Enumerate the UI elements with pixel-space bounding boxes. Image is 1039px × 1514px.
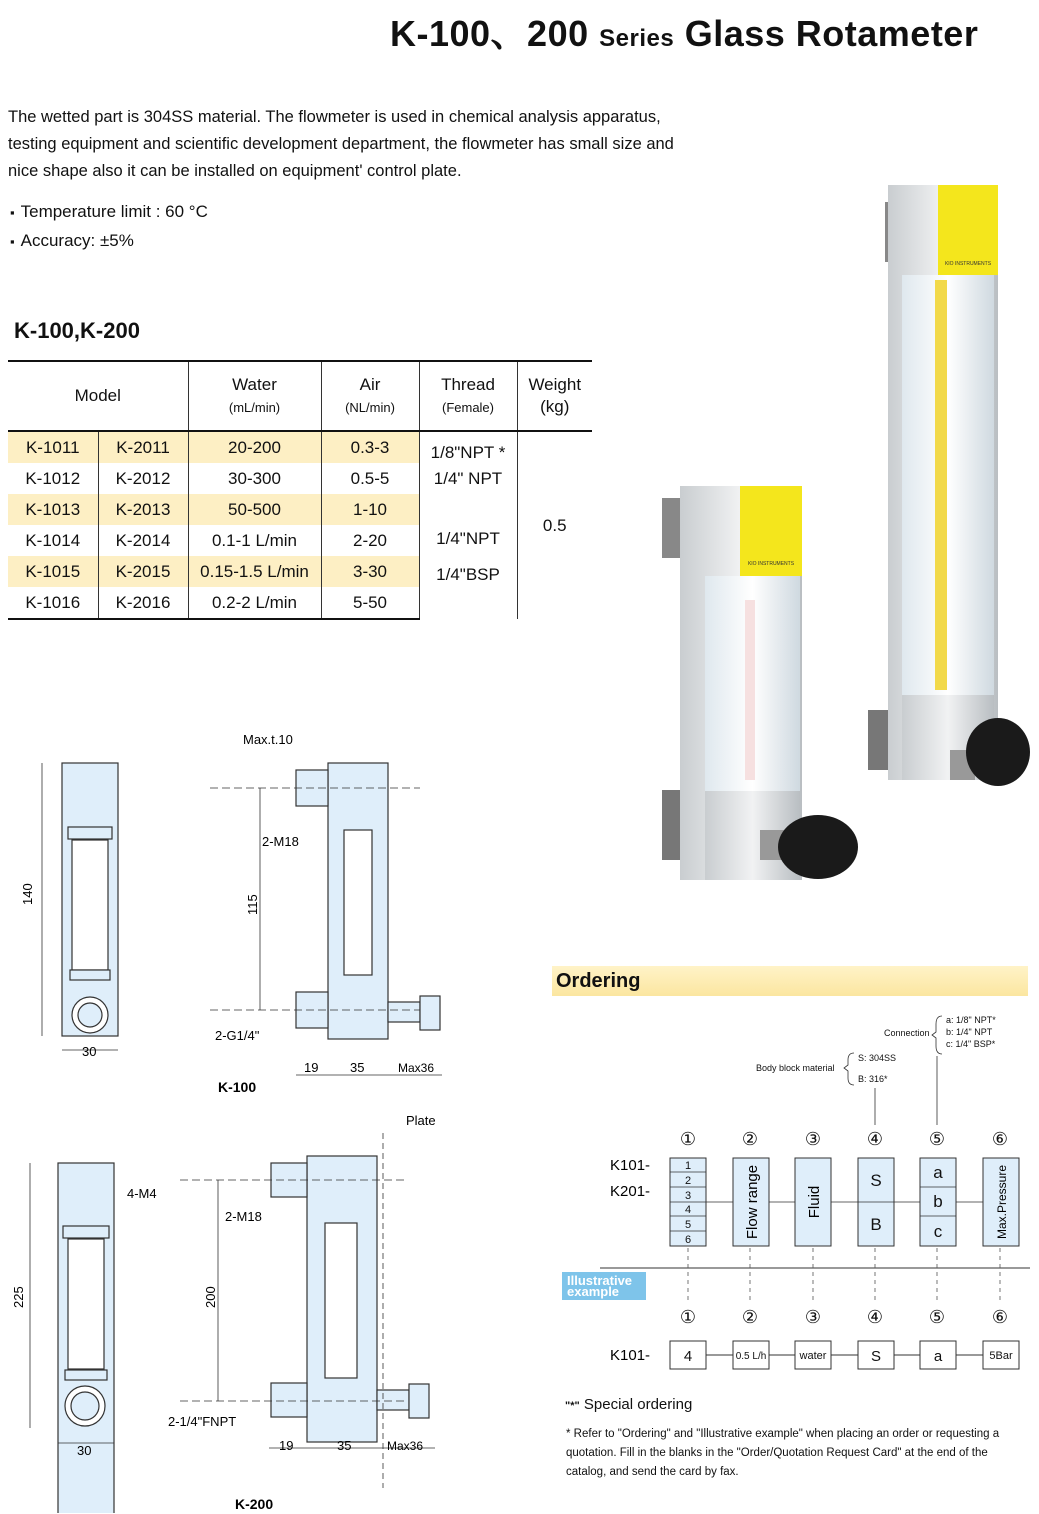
special-text: Special ordering xyxy=(583,1396,693,1413)
header-air: Air (NL/min) xyxy=(321,361,419,431)
spec-bullets xyxy=(10,198,208,256)
example-value-5: a xyxy=(933,1348,943,1365)
cell-water: 50-500 xyxy=(188,494,321,525)
large-scale xyxy=(935,280,947,690)
small-fitting-bottom xyxy=(662,790,682,860)
k100-label-140: 140 xyxy=(20,883,35,905)
k100-label-maxt: Max.t.10 xyxy=(243,732,293,747)
example-position-2: ② xyxy=(741,1307,759,1327)
cell-air: 5-50 xyxy=(321,587,419,619)
cell-k100: K-1015 xyxy=(8,556,98,587)
cell-water: 0.15-1.5 L/min xyxy=(188,556,321,587)
cell-air: 0.3-3 xyxy=(321,431,419,463)
body-brace xyxy=(844,1053,854,1085)
flow-range-text: Flow range xyxy=(744,1164,761,1240)
cell-k100: K-1014 xyxy=(8,525,98,556)
k200-front-collar-bottom xyxy=(65,1370,107,1380)
small-valve-knob xyxy=(778,815,858,879)
example-value-6: 5Bar xyxy=(989,1350,1013,1362)
k100-caption: K-100 xyxy=(218,1079,257,1095)
small-rotameter xyxy=(662,486,858,880)
example-position-3: ③ xyxy=(804,1307,822,1327)
example-value-1: 4 xyxy=(683,1348,693,1365)
small-fitting-top xyxy=(662,498,682,558)
header-weight: Weight (kg) xyxy=(517,361,592,431)
cell-thread-a: 1/8"NPT * 1/4" NPT xyxy=(419,431,517,494)
material-b: B xyxy=(870,1215,882,1234)
header-water: Water (mL/min) xyxy=(188,361,321,431)
ordering-diagram xyxy=(600,1010,1030,1395)
cell-air: 0.5-5 xyxy=(321,463,419,494)
k100-front-collar xyxy=(68,827,112,839)
k100-label-35: 35 xyxy=(350,1060,365,1075)
example-value-2: 0.5 L/h xyxy=(735,1351,767,1362)
flow-code-3: 3 xyxy=(684,1190,692,1202)
header-model: Model xyxy=(8,361,188,431)
table-row xyxy=(8,431,592,463)
example-value-4: S xyxy=(870,1348,882,1365)
header-thread: Thread (Female) xyxy=(419,361,517,431)
k100-side-tube xyxy=(344,830,372,975)
flow-code-4: 4 xyxy=(684,1204,692,1216)
prefix-k201: K201- xyxy=(610,1183,651,1200)
title-end: Glass Rotameter xyxy=(684,13,979,54)
flow-code-2: 2 xyxy=(684,1175,692,1187)
k200-front-collar xyxy=(63,1226,109,1238)
cell-k100: K-1013 xyxy=(8,494,98,525)
k100-label-19: 19 xyxy=(304,1060,319,1075)
ordering-footnote: * Refer to "Ordering" and "Illustrative example" when placing an order or requesting a quotation. Fill in the blanks in the "Order/Quotation Request Card" at the end of the catalog, and send the card by fax. xyxy=(566,1428,1000,1478)
connection-b: b xyxy=(933,1192,943,1211)
cell-air: 3-30 xyxy=(321,556,419,587)
position-4: ④ xyxy=(866,1129,884,1149)
small-brand-text: KIO INSTRUMENTS xyxy=(747,561,795,567)
connection-opt-c: c: 1/4" BSP* xyxy=(946,1039,996,1049)
flow-code-5: 5 xyxy=(684,1219,692,1231)
k100-label-max36: Max36 xyxy=(398,1061,435,1075)
k200-front-tube xyxy=(68,1239,104,1369)
cell-k200: K-2013 xyxy=(98,494,188,525)
title-series: Series xyxy=(599,25,675,52)
connection-label: Connection xyxy=(884,1028,930,1038)
position-2: ② xyxy=(741,1129,759,1149)
k200-label-m18: 2-M18 xyxy=(225,1209,262,1224)
title-main: K-100、200 xyxy=(390,13,589,54)
cell-k200: K-2016 xyxy=(98,587,188,619)
special-mark: "*" xyxy=(565,1400,580,1412)
ordering-header xyxy=(552,966,1028,996)
spec-table xyxy=(8,360,592,620)
fluid-text: Fluid xyxy=(806,1185,823,1219)
ordering-title: Ordering xyxy=(556,970,641,992)
flow-code-6: 6 xyxy=(684,1234,692,1246)
page-title xyxy=(390,6,978,57)
cell-water: 0.1-1 L/min xyxy=(188,525,321,556)
flow-code-1: 1 xyxy=(684,1160,692,1172)
large-glass-tube xyxy=(902,275,994,695)
k100-side-valve-stem xyxy=(388,1002,420,1022)
connection-opt-a: a: 1/8" NPT* xyxy=(946,1015,996,1025)
k100-label-30: 30 xyxy=(82,1044,97,1059)
k200-side-fitting-bottom xyxy=(271,1383,307,1417)
prefix-k101: K101- xyxy=(610,1157,651,1174)
cell-k100: K-1016 xyxy=(8,587,98,619)
product-photo xyxy=(640,180,1039,890)
body-material-label: Body block material xyxy=(756,1063,835,1073)
cell-k200: K-2015 xyxy=(98,556,188,587)
cell-water: 20-200 xyxy=(188,431,321,463)
k200-side-tube xyxy=(325,1223,357,1378)
k200-label-30: 30 xyxy=(77,1443,92,1458)
connection-a: a xyxy=(933,1163,943,1182)
k200-label-200: 200 xyxy=(203,1286,218,1308)
k100-label-m18: 2-M18 xyxy=(262,834,299,849)
body-opt-b: B: 316* xyxy=(858,1074,888,1084)
position-5: ⑤ xyxy=(928,1129,946,1149)
cell-thread-b: 1/4"NPT 1/4"BSP xyxy=(419,494,517,619)
k200-label-max36: Max36 xyxy=(387,1439,424,1453)
position-3: ③ xyxy=(804,1129,822,1149)
k200-label-19: 19 xyxy=(279,1438,294,1453)
large-valve-knob xyxy=(966,718,1030,786)
large-rotameter xyxy=(868,185,1030,786)
k200-drawing xyxy=(5,1108,455,1513)
material-s: S xyxy=(870,1171,882,1190)
position-6: ⑥ xyxy=(991,1129,1009,1149)
k200-side-valve-stem xyxy=(377,1390,409,1410)
k100-label-115: 115 xyxy=(245,894,260,915)
k200-side-valve-knob xyxy=(409,1384,429,1418)
cell-k100: K-1011 xyxy=(8,431,98,463)
k200-label-m4: 4-M4 xyxy=(127,1186,157,1201)
table-row xyxy=(8,494,592,525)
connection-c: c xyxy=(933,1222,943,1241)
cell-k200: K-2014 xyxy=(98,525,188,556)
cell-air: 1-10 xyxy=(321,494,419,525)
bullet-accuracy: ▪ Accuracy: ±5% xyxy=(10,227,208,256)
illustrative-example-badge: Illustrative example xyxy=(562,1272,646,1300)
connection-brace xyxy=(932,1016,942,1054)
cell-air: 2-20 xyxy=(321,525,419,556)
k200-caption: K-200 xyxy=(235,1496,274,1512)
cell-k200: K-2012 xyxy=(98,463,188,494)
special-ordering-note xyxy=(565,1396,692,1413)
example-position-6: ⑥ xyxy=(991,1307,1009,1327)
k200-label-fnpt: 2-1/4"FNPT xyxy=(168,1414,237,1429)
intro-paragraph: The wetted part is 304SS material. The flowmeter is used in chemical analysis apparatus, testing equipment and scientific development department, the flowmeter has small size and nice shape also it can be installed on equipment' control plate. xyxy=(8,108,674,180)
k200-label-plate: Plate xyxy=(406,1113,436,1128)
body-opt-s: S: 304SS xyxy=(858,1053,897,1063)
cell-weight: 0.5 xyxy=(542,515,567,535)
max-pressure-text: Max.Pressure xyxy=(995,1164,1009,1240)
k100-front-port-inner xyxy=(78,1003,102,1027)
k200-label-225: 225 xyxy=(11,1286,26,1308)
position-1: ① xyxy=(679,1129,697,1149)
k100-side-valve-knob xyxy=(420,996,440,1030)
example-position-4: ④ xyxy=(866,1307,884,1327)
cell-water: 0.2-2 L/min xyxy=(188,587,321,619)
connection-opt-b: b: 1/4" NPT xyxy=(946,1027,993,1037)
example-value-3: water xyxy=(799,1350,827,1362)
small-scale xyxy=(745,600,755,780)
k200-front-port-inner xyxy=(71,1392,99,1420)
k100-front-collar-bottom xyxy=(70,970,110,980)
k100-front-tube xyxy=(72,840,108,970)
cell-k100: K-1012 xyxy=(8,463,98,494)
example-position-5: ⑤ xyxy=(928,1307,946,1327)
k100-drawing xyxy=(20,730,460,1100)
k200-label-35: 35 xyxy=(337,1438,352,1453)
large-fitting-bottom xyxy=(868,710,888,770)
cell-water: 30-300 xyxy=(188,463,321,494)
example-position-1: ① xyxy=(679,1307,697,1327)
table-header-row xyxy=(8,361,592,431)
bullet-temperature: ▪ Temperature limit : 60 °C xyxy=(10,198,208,227)
spec-section-title: K-100,K-200 xyxy=(14,318,140,343)
large-brand-text: KIO INSTRUMENTS xyxy=(944,261,992,267)
example-prefix: K101- xyxy=(610,1347,651,1364)
k100-label-g14: 2-G1/4" xyxy=(215,1028,260,1043)
cell-k200: K-2011 xyxy=(98,431,188,463)
